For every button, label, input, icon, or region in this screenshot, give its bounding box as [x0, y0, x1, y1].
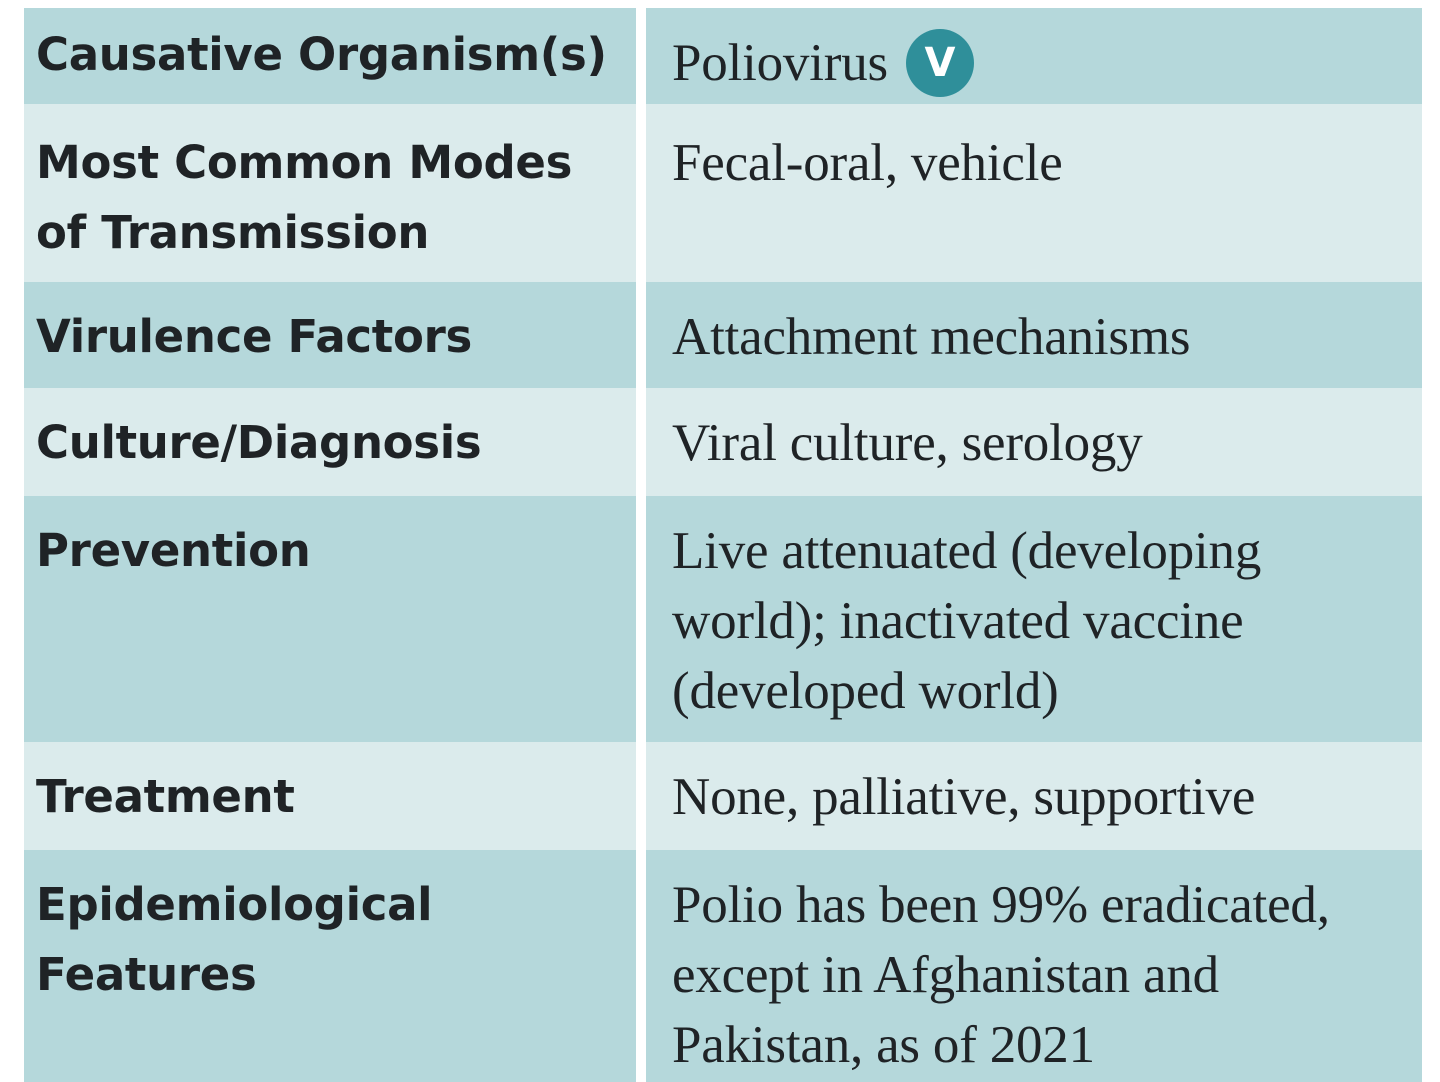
- row-value-line: except in Afghanistan and: [672, 946, 1219, 1004]
- row-value: [646, 104, 1422, 282]
- row-label-line: Causative Organism(s): [36, 28, 607, 81]
- row-label-line: Culture/Diagnosis: [36, 416, 482, 469]
- row-value-line: Polio has been 99% eradicated,: [672, 876, 1330, 934]
- row-value: [646, 8, 1422, 104]
- row-value-line: world); inactivated vaccine: [672, 592, 1244, 650]
- row-value: [646, 388, 1422, 496]
- row-value-line: None, palliative, supportive: [672, 768, 1256, 826]
- row-label-line: Prevention: [36, 524, 311, 577]
- row-label-line: of Transmission: [36, 206, 430, 259]
- virus-type-badge-icon: V: [906, 29, 974, 97]
- row-value-line: Pakistan, as of 2021: [672, 1016, 1095, 1074]
- row-label-line: Virulence Factors: [36, 310, 472, 363]
- row-label: [24, 496, 636, 742]
- disease-fact-table: [24, 8, 1422, 1082]
- row-label: [24, 850, 636, 1082]
- row-value-line: Fecal-oral, vehicle: [672, 134, 1063, 192]
- row-label: [24, 742, 636, 850]
- row-value: [646, 282, 1422, 388]
- row-value: [646, 742, 1422, 850]
- row-value-line: Live attenuated (developing: [672, 522, 1262, 580]
- row-value-line: Poliovirus: [672, 34, 888, 92]
- row-value-line: (developed world): [672, 662, 1059, 720]
- row-label: [24, 8, 636, 104]
- row-label: [24, 388, 636, 496]
- row-label-line: Features: [36, 948, 257, 1001]
- row-value: [646, 850, 1422, 1082]
- row-value-line: Viral culture, serology: [672, 414, 1143, 472]
- row-value-line: Attachment mechanisms: [672, 308, 1191, 366]
- row-label-line: Most Common Modes: [36, 136, 573, 189]
- row-label-line: Epidemiological: [36, 878, 433, 931]
- row-label: [24, 104, 636, 282]
- row-label: [24, 282, 636, 388]
- row-value: [646, 496, 1422, 742]
- row-label-line: Treatment: [36, 770, 295, 823]
